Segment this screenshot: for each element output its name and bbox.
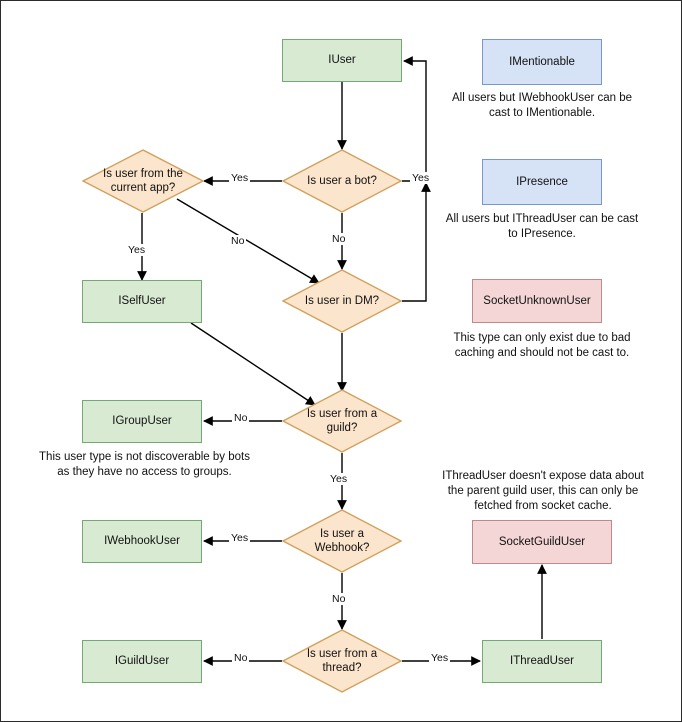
node-label: Is user a bot?: [307, 174, 377, 187]
note-igroupuser: This user type is not discoverable by bots as they have no access to groups.: [39, 451, 250, 478]
node-socketguilduser[interactable]: [472, 520, 612, 564]
node-label: Is user from the current app?: [103, 167, 183, 194]
node-is-user-from-current-app[interactable]: [82, 149, 204, 213]
node-imentionable[interactable]: [482, 39, 602, 85]
node-igroupuser[interactable]: [82, 400, 202, 443]
note-ithreaduser: IThreadUser doesn't expose data about the parent guild user, this can only be fetched from socket cache.: [442, 470, 644, 512]
node-iwebhookuser[interactable]: [82, 520, 202, 563]
node-label: Is user in DM?: [304, 294, 380, 307]
edge-label-app-no: No: [231, 235, 245, 247]
node-iuser[interactable]: [282, 39, 402, 82]
node-iguilduser[interactable]: [82, 640, 202, 683]
edge-label-thread-yes: Yes: [431, 652, 449, 664]
edge-label-bot-right-yes: Yes: [412, 172, 430, 184]
node-label: ISelfUser: [118, 295, 166, 308]
note-ipresence: All users but IThreadUser can be cast to IPresence.: [445, 213, 639, 240]
edge-label-bot-yes: Yes: [231, 172, 249, 184]
edge-label-webhook-no: No: [332, 593, 346, 605]
node-is-user-a-webhook[interactable]: [282, 509, 402, 573]
node-ithreaduser[interactable]: [482, 640, 602, 683]
node-is-user-in-dm[interactable]: [282, 269, 402, 333]
node-is-user-from-guild[interactable]: [282, 389, 402, 453]
node-label: SocketGuildUser: [498, 535, 586, 548]
node-label: IGuildUser: [114, 655, 170, 668]
node-label: IGroupUser: [112, 415, 172, 428]
edge-label-guild-no: No: [234, 412, 248, 424]
note-socketunknownuser: This type can only exist due to bad caching and should not be cast to.: [453, 332, 631, 359]
node-iselfuser[interactable]: [82, 280, 202, 323]
edge-label-thread-no: No: [234, 652, 248, 664]
node-label: Is user from a guild?: [306, 407, 378, 434]
node-label: Is user from a thread?: [306, 647, 378, 674]
node-label: SocketUnknownUser: [483, 294, 591, 307]
node-label: IMentionable: [509, 55, 575, 68]
edge-label-guild-yes: Yes: [330, 473, 348, 485]
edge-label-app-yes: Yes: [128, 244, 146, 256]
node-socketunknownuser[interactable]: [472, 279, 602, 323]
edge-label-bot-no: No: [332, 233, 346, 245]
node-is-user-a-bot[interactable]: [282, 149, 402, 213]
node-label: Is user a Webhook?: [314, 527, 370, 554]
node-is-user-from-thread[interactable]: [282, 629, 402, 693]
node-ipresence[interactable]: [482, 159, 602, 205]
node-label: IPresence: [516, 175, 568, 188]
node-label: IWebhookUser: [104, 535, 180, 548]
edge-label-webhook-yes: Yes: [231, 532, 249, 544]
node-label: IUser: [328, 54, 356, 67]
node-label: IThreadUser: [510, 655, 574, 668]
note-imentionable: All users but IWebhookUser can be cast to IMentionable.: [451, 92, 633, 119]
